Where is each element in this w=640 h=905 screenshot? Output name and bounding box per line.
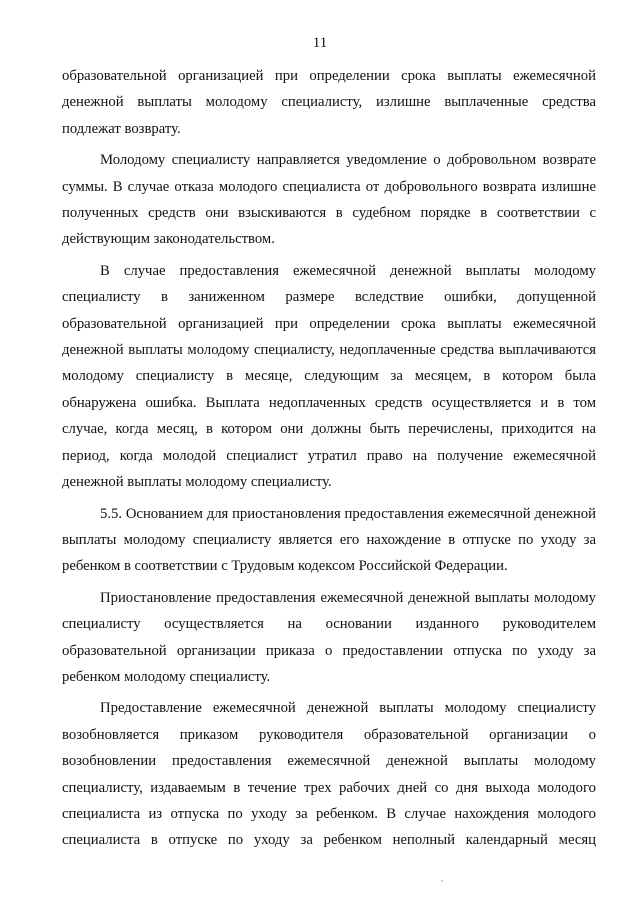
document-body (62, 63, 596, 859)
paragraph-suspension: Приостановление предоставления ежемесячной денежной выплаты молодому специалисту осуществляется на основании изданного руководителем образовательной организации приказа о предоставлении отпуска по уходу за ребенком молодому специалисту. (62, 589, 596, 685)
paragraph-section-5-5: 5.5. Основанием для приостановления предоставления ежемесячной денежной выплаты молодому специалисту является его нахождение в отпуске по уходу за ребенком в соответствии с Трудовым кодексом Российской Федерации. (62, 505, 596, 575)
page-number: 11 (312, 35, 328, 51)
scan-artifact-dot (441, 880, 443, 882)
paragraph-voluntary-return: Молодому специалисту направляется уведомление о добровольном возврате суммы. В случае отказа молодого специалиста от добровольного возврата излишне полученных средств они взыскиваются в судебном порядке в соответствии с действующим законодательством. (62, 152, 596, 248)
paragraph-overpayment-continuation: образовательной организацией при определении срока выплаты ежемесячной денежной выплаты молодому специалисту, излишне выплаченные средства подлежат возврату. (62, 68, 596, 137)
paragraph-underpayment: В случае предоставления ежемесячной денежной выплаты молодому специалисту в заниженном размере вследствие ошибки, допущенной образовательной организацией при определении срока выплаты ежемесячной денежной выплаты молодому специалисту, недоплаченные средства выплачиваются молодому специалисту в месяце, следующим за месяцем, в котором была обнаружена ошибка. Выплата недоплаченных средств осуществляется и в том случае, когда месяц, в котором они должны быть перечислены, приходится на период, когда молодой специалист утратил право на получение ежемесячной денежной выплаты молодому специалисту. (62, 262, 596, 491)
paragraph-resumption: Предоставление ежемесячной денежной выплаты молодому специалисту возобновляется приказом руководителя образовательной организации о возобновлении предоставления ежемесячной денежной выплаты молодому специалисту, издаваемым в течение трех рабочих дней со дня выхода молодого специалиста из отпуска по уходу за ребенком. В случае нахождения молодого специалиста в отпуске по уходу за ребенком неполный календарный месяц (62, 700, 596, 849)
